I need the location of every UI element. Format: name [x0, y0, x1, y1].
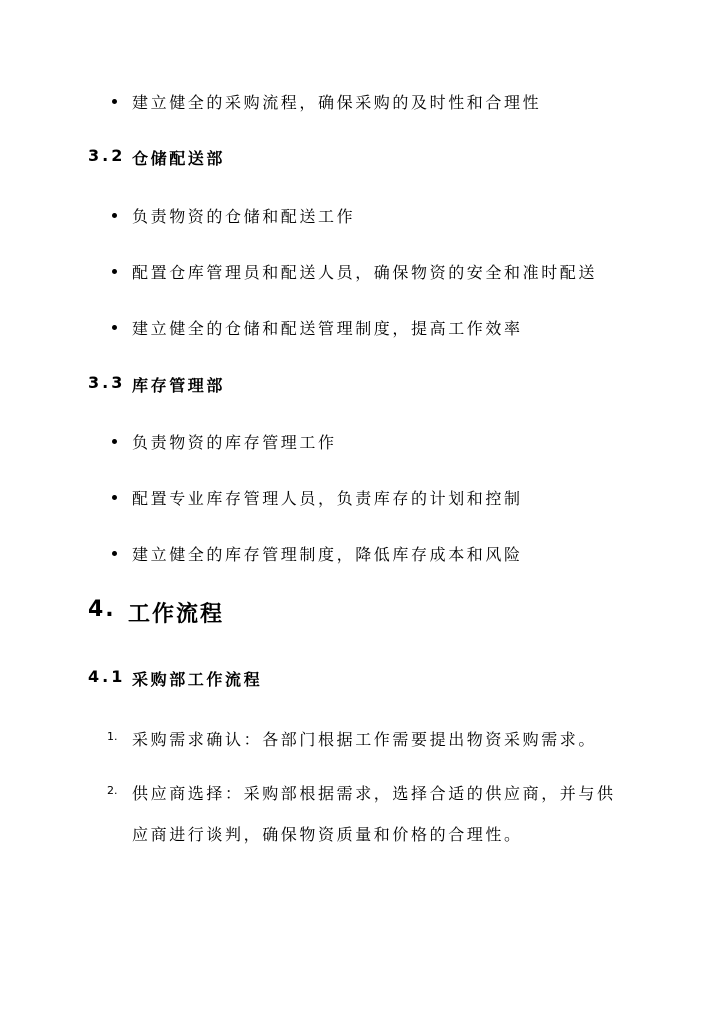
- section-number: 3.3: [88, 373, 126, 392]
- item-number: 2.: [107, 784, 118, 797]
- list-item-text: 负责物资的仓储和配送工作: [132, 207, 356, 226]
- list-item-text: 建立健全的库存管理制度，降低库存成本和风险: [132, 545, 523, 564]
- bullet-icon: [112, 99, 117, 104]
- section-title: 仓储配送部: [132, 149, 226, 168]
- numbered-item-text-line2: 应商进行谈判，确保物资质量和价格的合理性。: [132, 825, 523, 844]
- item-number: 1.: [107, 730, 118, 743]
- bullet-icon: [112, 213, 117, 218]
- list-item-text: 配置专业库存管理人员，负责库存的计划和控制: [132, 489, 523, 508]
- section-title: 采购部工作流程: [132, 670, 263, 689]
- bullet-icon: [112, 439, 117, 444]
- list-item-text: 建立健全的采购流程，确保采购的及时性和合理性: [132, 93, 542, 112]
- numbered-item-text-line1: 供应商选择：采购部根据需求，选择合适的供应商，并与供: [132, 784, 616, 803]
- list-item-text: 配置仓库管理员和配送人员，确保物资的安全和准时配送: [132, 263, 598, 282]
- list-item-text: 负责物资的库存管理工作: [132, 433, 337, 452]
- bullet-icon: [112, 551, 117, 556]
- numbered-item-text: 采购需求确认：各部门根据工作需要提出物资采购需求。: [132, 730, 598, 749]
- chapter-number: 4.: [88, 597, 116, 622]
- list-item-text: 建立健全的仓储和配送管理制度，提高工作效率: [132, 319, 523, 338]
- section-number: 3.2: [88, 146, 126, 165]
- bullet-icon: [112, 269, 117, 274]
- section-title: 库存管理部: [132, 376, 226, 395]
- bullet-icon: [112, 325, 117, 330]
- section-number: 4.1: [88, 667, 126, 686]
- bullet-icon: [112, 495, 117, 500]
- chapter-title: 工作流程: [128, 602, 225, 627]
